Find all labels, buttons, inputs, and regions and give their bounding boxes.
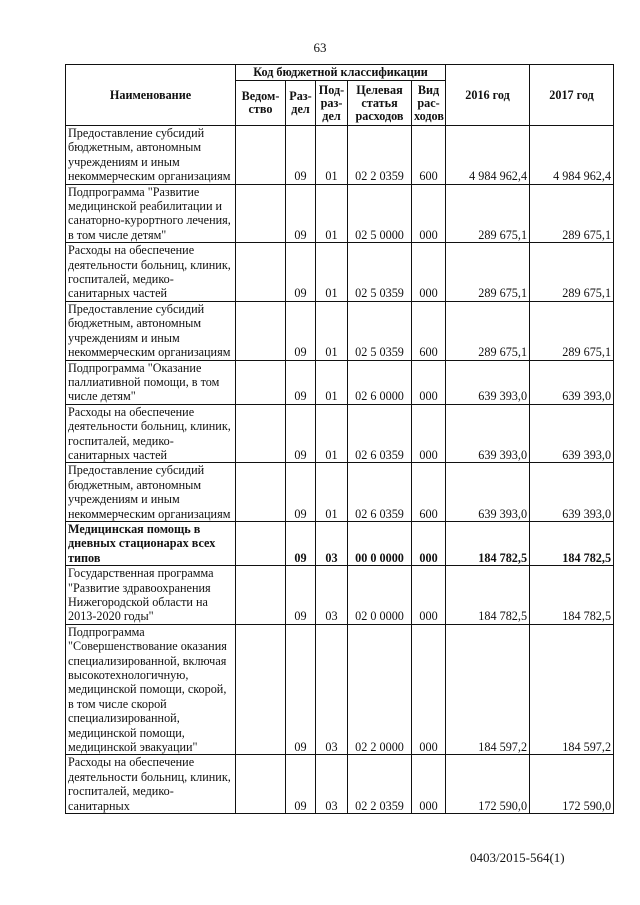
table-body [66,126,614,814]
cell-name: Расходы на обеспечение деятельности больниц, клиник, госпиталей, медико-санитарных [66,755,236,814]
cell-amount-2016: 639 393,0 [446,463,530,522]
cell-expense-type: 000 [412,360,446,404]
table-row [66,360,614,404]
cell-name: Подпрограмма "Оказание паллиативной помощи, в том числе детям" [66,360,236,404]
cell-expense-type: 000 [412,755,446,814]
cell-subsection: 01 [316,360,348,404]
cell-expense-type: 600 [412,126,446,185]
page-number: 63 [313,40,327,55]
cell-amount-2017: 289 675,1 [530,184,614,243]
cell-department [236,184,286,243]
cell-subsection: 01 [316,404,348,463]
cell-expense-type: 000 [412,566,446,625]
cell-department [236,463,286,522]
cell-amount-2017: 184 782,5 [530,566,614,625]
cell-expense-type: 000 [412,404,446,463]
cell-section: 09 [286,243,316,302]
header-department: Ведом-ство [236,81,286,126]
cell-section: 09 [286,755,316,814]
cell-section: 09 [286,566,316,625]
cell-subsection: 01 [316,126,348,185]
cell-amount-2016: 289 675,1 [446,301,530,360]
cell-target: 02 6 0359 [348,404,412,463]
cell-amount-2016: 289 675,1 [446,184,530,243]
cell-department [236,404,286,463]
cell-target: 02 5 0359 [348,301,412,360]
cell-section: 09 [286,301,316,360]
cell-section: 09 [286,184,316,243]
cell-target: 02 6 0000 [348,360,412,404]
cell-section: 09 [286,360,316,404]
cell-name: Государственная программа "Развитие здравоохранения Нижегородской области на 2013-2020 годы" [66,566,236,625]
cell-target: 02 2 0359 [348,755,412,814]
header-expense-type: Вид рас-ходов [412,81,446,126]
cell-amount-2017: 4 984 962,4 [530,126,614,185]
cell-subsection: 01 [316,463,348,522]
cell-amount-2017: 639 393,0 [530,404,614,463]
cell-amount-2016: 639 393,0 [446,360,530,404]
cell-amount-2016: 184 782,5 [446,521,530,565]
cell-section: 09 [286,521,316,565]
cell-section: 09 [286,126,316,185]
cell-amount-2017: 639 393,0 [530,360,614,404]
cell-amount-2016: 639 393,0 [446,404,530,463]
cell-target: 02 0 0000 [348,566,412,625]
cell-department [236,243,286,302]
cell-expense-type: 600 [412,463,446,522]
document-code: 0403/2015-564(1) [470,850,565,865]
cell-department [236,126,286,185]
cell-target: 02 6 0359 [348,463,412,522]
cell-name: Расходы на обеспечение деятельности больниц, клиник, госпиталей, медико-санитарных частей [66,243,236,302]
budget-table [65,64,614,814]
table-row [66,126,614,185]
cell-amount-2017: 639 393,0 [530,463,614,522]
cell-name: Предоставление субсидий бюджетным, автономным учреждениям и иным некоммерческим организациям [66,126,236,185]
cell-name: Подпрограмма "Развитие медицинской реабилитации и санаторно-курортного лечения, в том числе детям" [66,184,236,243]
cell-department [236,301,286,360]
cell-section: 09 [286,624,316,755]
cell-target: 00 0 0000 [348,521,412,565]
header-classification-group: Код бюджетной классификации [236,65,446,81]
header-target: Целевая статья расходов [348,81,412,126]
cell-amount-2016: 289 675,1 [446,243,530,302]
header-subsection: Под-раз-дел [316,81,348,126]
cell-section: 09 [286,463,316,522]
cell-amount-2017: 172 590,0 [530,755,614,814]
cell-name: Предоставление субсидий бюджетным, автономным учреждениям и иным некоммерческим организациям [66,463,236,522]
cell-subsection: 03 [316,521,348,565]
cell-name: Предоставление субсидий бюджетным, автономным учреждениям и иным некоммерческим организациям [66,301,236,360]
cell-target: 02 5 0000 [348,184,412,243]
cell-expense-type: 600 [412,301,446,360]
cell-amount-2017: 289 675,1 [530,243,614,302]
cell-department [236,521,286,565]
cell-section: 09 [286,404,316,463]
cell-subsection: 03 [316,755,348,814]
cell-department [236,755,286,814]
cell-target: 02 2 0000 [348,624,412,755]
cell-amount-2016: 4 984 962,4 [446,126,530,185]
table-row [66,463,614,522]
cell-subsection: 03 [316,624,348,755]
cell-subsection: 03 [316,566,348,625]
header-year-2016: 2016 год [446,65,530,126]
table-row [66,404,614,463]
table-row [66,243,614,302]
cell-department [236,624,286,755]
cell-name: Подпрограмма "Совершенствование оказания специализированной, включая высокотехнологичную, медицинской помощи, скорой, в том числе скорой специализированной, медицинской помощи, медицинской эвакуации" [66,624,236,755]
cell-amount-2016: 184 782,5 [446,566,530,625]
header-year-2017: 2017 год [530,65,614,126]
cell-department [236,566,286,625]
table-row [66,301,614,360]
cell-subsection: 01 [316,184,348,243]
cell-expense-type: 000 [412,624,446,755]
header-row-top [66,65,614,81]
cell-amount-2017: 289 675,1 [530,301,614,360]
cell-amount-2016: 172 590,0 [446,755,530,814]
table-row [66,521,614,565]
cell-amount-2017: 184 782,5 [530,521,614,565]
cell-name: Медицинская помощь в дневных стационарах всех типов [66,521,236,565]
table-row [66,184,614,243]
cell-department [236,360,286,404]
cell-subsection: 01 [316,301,348,360]
cell-subsection: 01 [316,243,348,302]
table-row [66,624,614,755]
header-name: Наименование [66,65,236,126]
cell-name: Расходы на обеспечение деятельности больниц, клиник, госпиталей, медико-санитарных частей [66,404,236,463]
cell-expense-type: 000 [412,184,446,243]
cell-expense-type: 000 [412,521,446,565]
table-row [66,755,614,814]
cell-target: 02 5 0359 [348,243,412,302]
table-row [66,566,614,625]
cell-expense-type: 000 [412,243,446,302]
cell-amount-2017: 184 597,2 [530,624,614,755]
cell-amount-2016: 184 597,2 [446,624,530,755]
header-section: Раз-дел [286,81,316,126]
cell-target: 02 2 0359 [348,126,412,185]
